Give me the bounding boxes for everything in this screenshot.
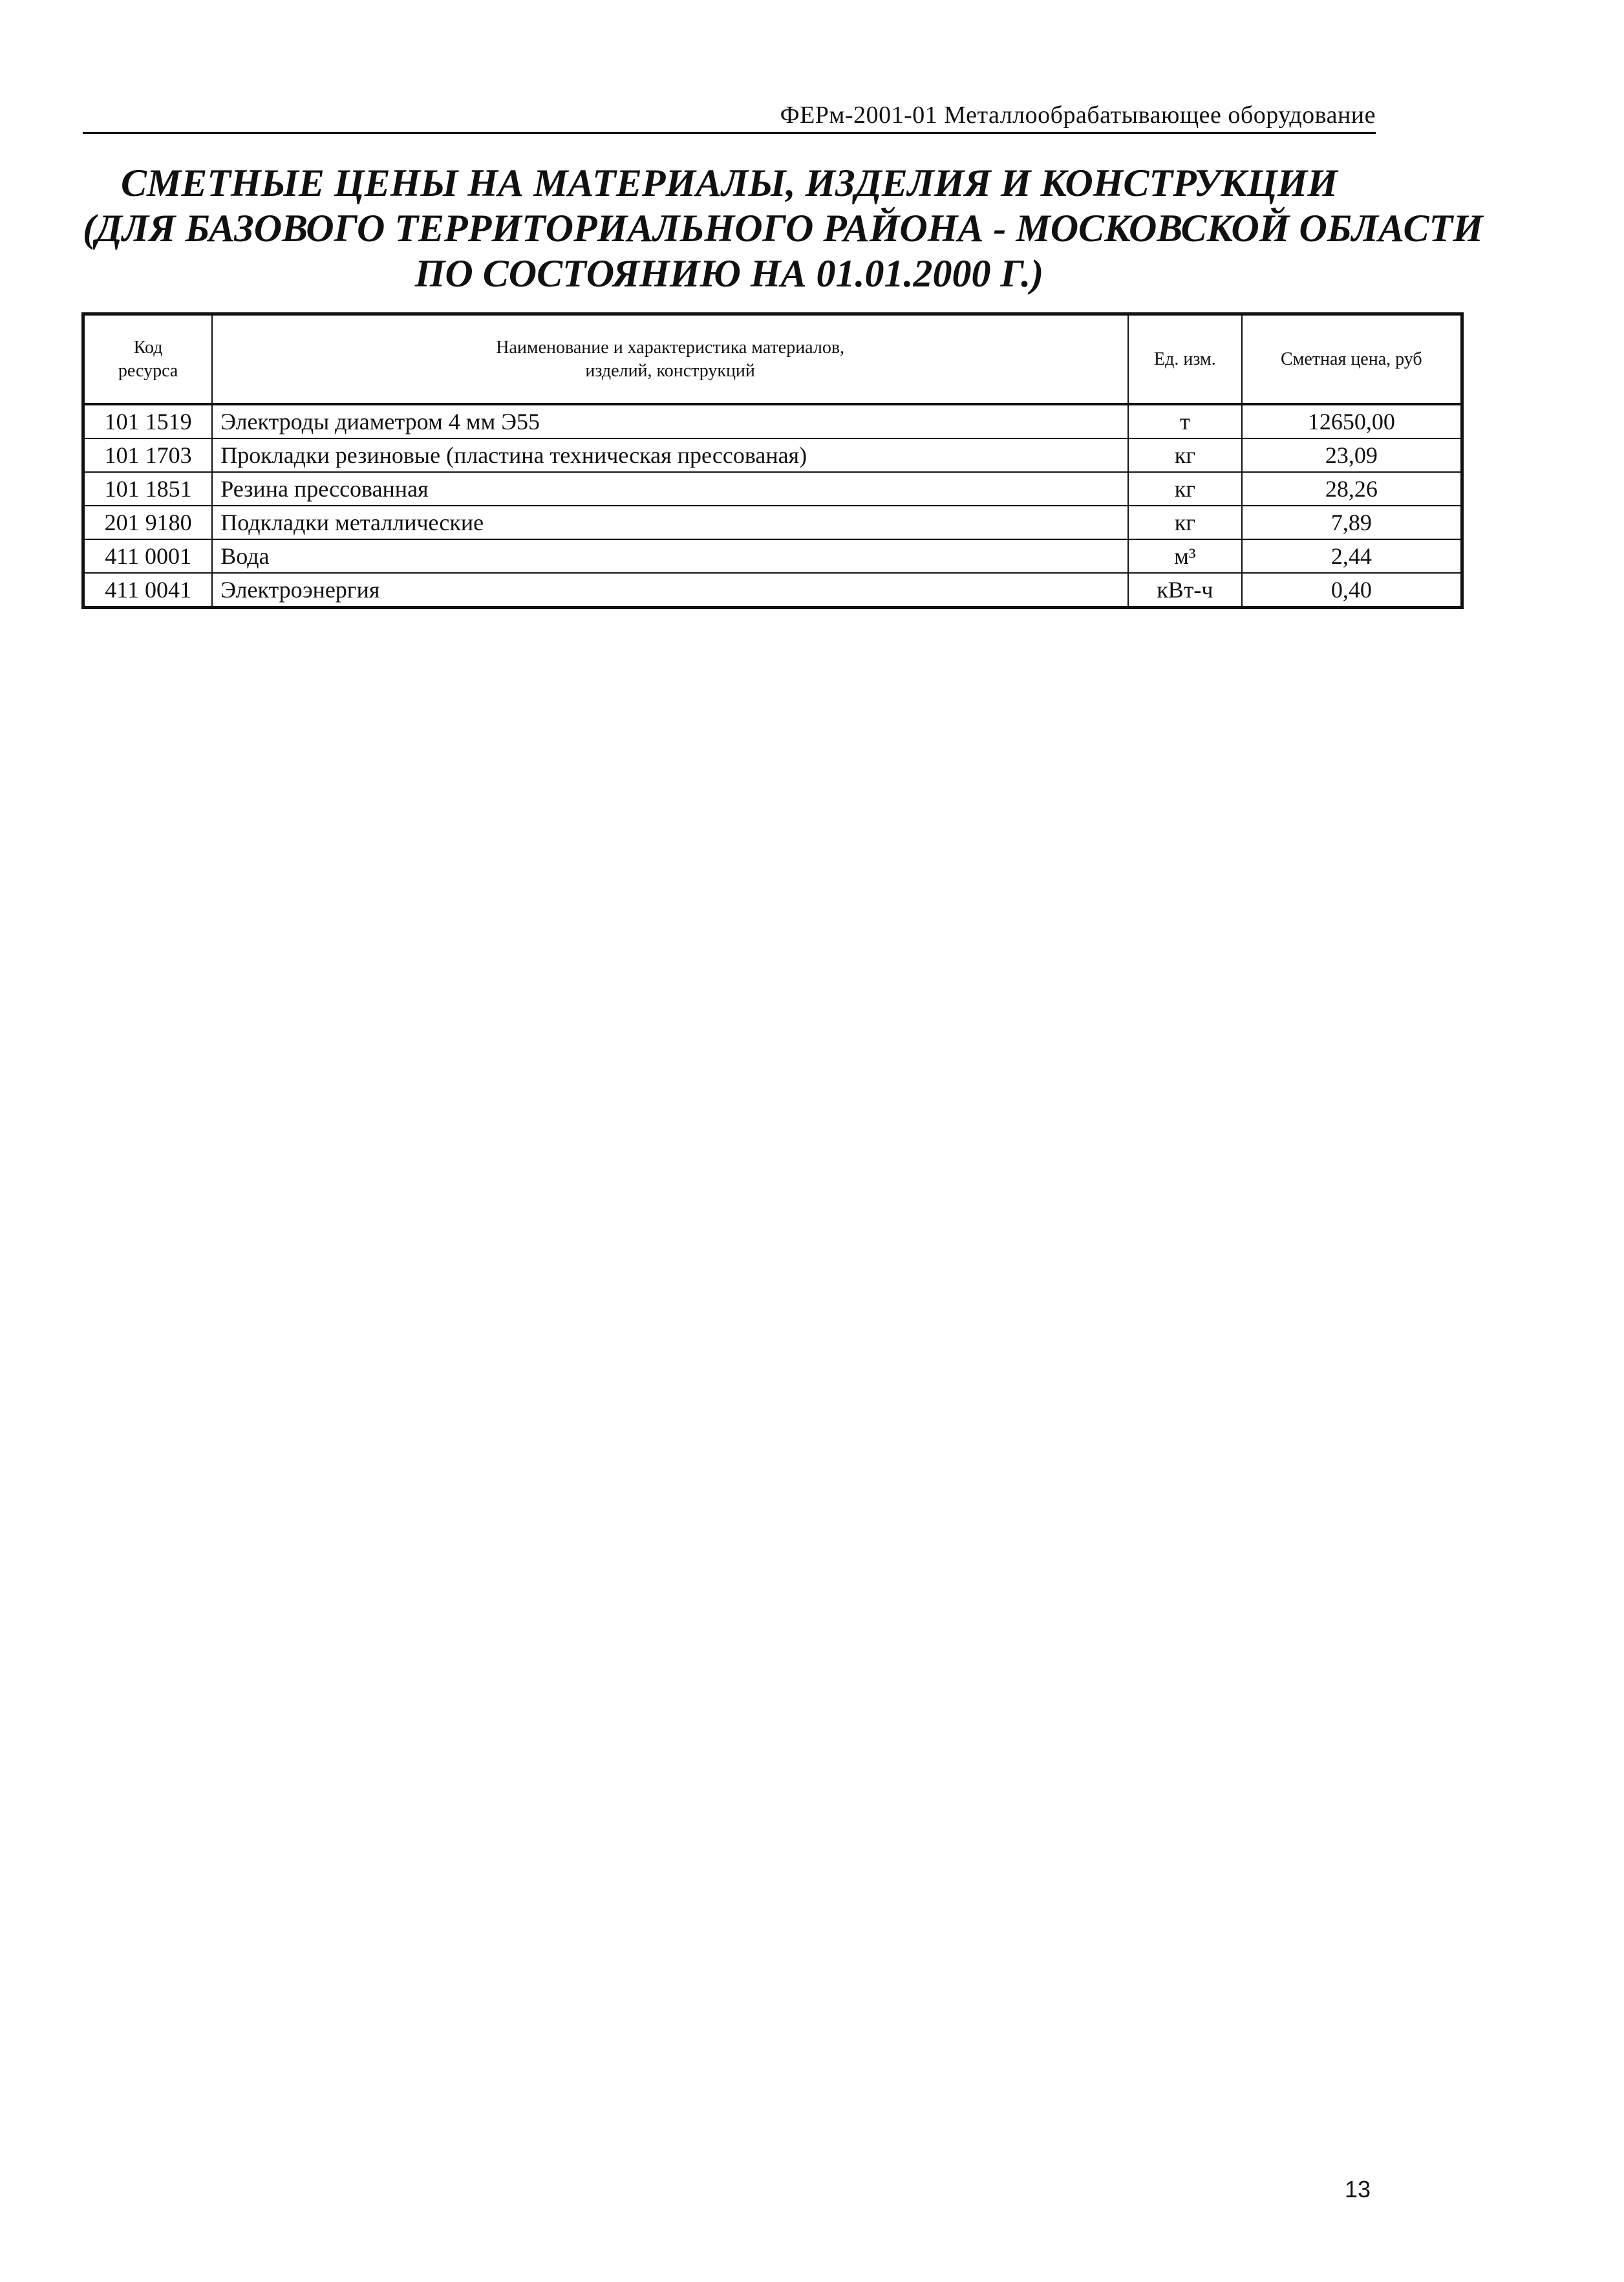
page-title — [83, 160, 1483, 296]
table-row — [83, 438, 1462, 472]
header-price: Сметная цена, руб — [1242, 314, 1462, 405]
header-name: Наименование и характеристика материалов, изделий, конструкций — [212, 314, 1128, 405]
table-row — [83, 506, 1462, 539]
table-row — [83, 472, 1462, 506]
cell-unit: кг — [1128, 472, 1242, 506]
title-line-3: ПО СОСТОЯНИЮ НА 01.01.2000 Г.) — [414, 252, 1044, 295]
cell-code: 411 0041 — [83, 573, 213, 608]
table-row — [83, 573, 1462, 608]
running-header — [83, 103, 1376, 134]
cell-code: 101 1703 — [83, 438, 213, 472]
header-code: Код ресурса — [83, 314, 213, 405]
cell-name: Прокладки резиновые (пластина техническая прессованая) — [212, 438, 1128, 472]
price-table — [81, 312, 1464, 609]
cell-unit: кг — [1128, 438, 1242, 472]
cell-price: 28,26 — [1242, 472, 1462, 506]
cell-name: Электроды диаметром 4 мм Э55 — [212, 404, 1128, 438]
cell-price: 7,89 — [1242, 506, 1462, 539]
cell-price: 2,44 — [1242, 539, 1462, 573]
cell-code: 201 9180 — [83, 506, 213, 539]
title-line-1: СМЕТНЫЕ ЦЕНЫ НА МАТЕРИАЛЫ, ИЗДЕЛИЯ И КОНСТРУКЦИИ — [121, 162, 1338, 204]
cell-name: Электроэнергия — [212, 573, 1128, 608]
cell-code: 411 0001 — [83, 539, 213, 573]
document-reference: ФЕРм-2001-01 Металлообрабатывающее оборудование — [780, 102, 1376, 129]
cell-unit: т — [1128, 404, 1242, 438]
cell-price: 23,09 — [1242, 438, 1462, 472]
cell-name: Вода — [212, 539, 1128, 573]
cell-price: 12650,00 — [1242, 404, 1462, 438]
cell-unit: м³ — [1128, 539, 1242, 573]
header-unit: Ед. изм. — [1128, 314, 1242, 405]
cell-name: Резина прессованная — [212, 472, 1128, 506]
table-header-row — [83, 314, 1462, 405]
cell-code: 101 1519 — [83, 404, 213, 438]
title-line-2: (ДЛЯ БАЗОВОГО ТЕРРИТОРИАЛЬНОГО РАЙОНА - МОСКОВСКОЙ ОБЛАСТИ — [83, 207, 1483, 250]
cell-unit: кг — [1128, 506, 1242, 539]
cell-code: 101 1851 — [83, 472, 213, 506]
table-row — [83, 404, 1462, 438]
page-number: 13 — [1345, 2176, 1371, 2202]
cell-price: 0,40 — [1242, 573, 1462, 608]
cell-unit: кВт-ч — [1128, 573, 1242, 608]
cell-name: Подкладки металлические — [212, 506, 1128, 539]
table-row — [83, 539, 1462, 573]
